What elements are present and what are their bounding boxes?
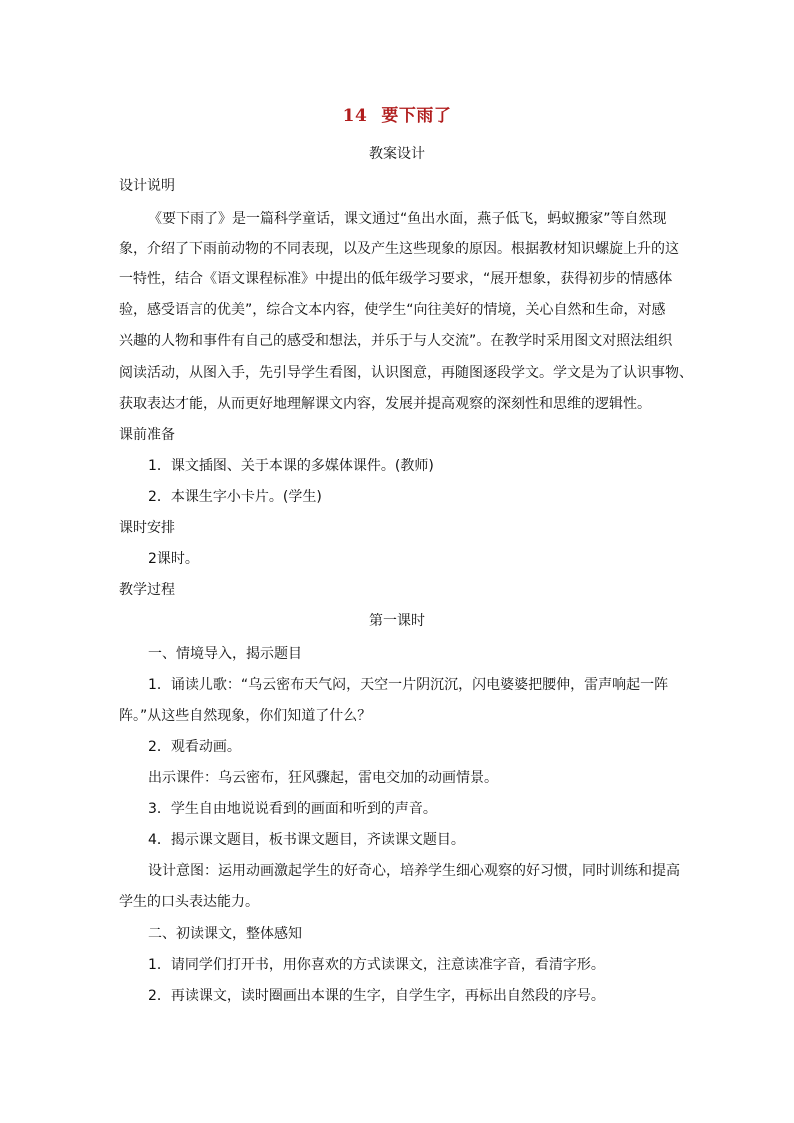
paragraph-line: 《要下雨了》是一篇科学童话，课文通过“鱼出水面，燕子低飞，蚂蚁搬家”等自然现 bbox=[148, 211, 667, 227]
paragraph-line: 象，介绍了下雨前动物的不同表现，以及产生这些现象的原因。根据教材知识螺旋上升的这 bbox=[119, 241, 679, 257]
paragraph-line: 验，感受语言的优美”，综合文本内容，使学生“向往美好的情境，关心自然和生命，对感 bbox=[119, 302, 666, 318]
list-item: 1．请同学们打开书，用你喜欢的方式读课文，注意读准字音，看清字形。 bbox=[148, 957, 605, 973]
list-item: 2．再读课文，读时圈画出本课的生字，自学生字，再标出自然段的序号。 bbox=[148, 988, 605, 1004]
courseware-note: 出示课件：乌云密布，狂风骤起，雷电交加的动画情景。 bbox=[148, 770, 498, 786]
document-subtitle: 教案设计 bbox=[369, 146, 425, 162]
list-item: 1．课文插图、关于本课的多媒体课件。(教师) bbox=[148, 458, 434, 474]
lesson-title bbox=[0, 104, 794, 128]
section-heading-process: 教学过程 bbox=[119, 582, 175, 598]
list-item: 1．诵读儿歌：“乌云密布天气闷，天空一片阴沉沉，闪电婆婆把腰伸，雷声响起一阵 bbox=[148, 677, 669, 693]
section-heading-schedule: 课时安排 bbox=[119, 520, 175, 536]
paragraph-line: 获取表达才能，从而更好地理解课文内容，发展并提高观察的深刻性和思维的逻辑性。 bbox=[119, 396, 651, 412]
list-item: 4．揭示课文题目，板书课文题目，齐读课文题目。 bbox=[148, 832, 465, 848]
paragraph-line: 阅读活动，从图入手，先引导学生看图，认识图意，再随图逐段学文。学文是为了认识事物、 bbox=[119, 365, 693, 381]
section-heading-design-notes: 设计说明 bbox=[119, 178, 175, 194]
lesson-number: 14 bbox=[342, 106, 368, 126]
list-item: 2．观看动画。 bbox=[148, 739, 241, 755]
list-item: 2．本课生字小卡片。(学生) bbox=[148, 489, 322, 505]
paragraph-line: 兴趣的人物和事件有自己的感受和想法，并乐于与人交流”。在教学时采用图文对照法组织 bbox=[119, 333, 673, 349]
lesson-title-text: 要下雨了 bbox=[381, 106, 452, 126]
list-item: 3．学生自由地说说看到的画面和听到的声音。 bbox=[148, 801, 437, 817]
section-heading-preparation: 课前准备 bbox=[119, 427, 175, 443]
paragraph-line: 一特性，结合《语文课程标准》中提出的低年级学习要求，“展开想象，获得初步的情感体 bbox=[119, 271, 673, 287]
lesson-period-title: 第一课时 bbox=[369, 613, 425, 629]
design-intent: 设计意图：运用动画激起学生的好奇心，培养学生细心观察的好习惯，同时训练和提高 bbox=[148, 863, 680, 879]
schedule-text: 2课时。 bbox=[148, 551, 199, 567]
subsection-heading: 二、初读课文，整体感知 bbox=[148, 926, 302, 942]
list-item-continuation: 阵。”从这些自然现象，你们知道了什么？ bbox=[119, 708, 372, 724]
subsection-heading: 一、情境导入，揭示题目 bbox=[148, 646, 302, 662]
design-intent-continuation: 学生的口头表达能力。 bbox=[119, 894, 259, 910]
